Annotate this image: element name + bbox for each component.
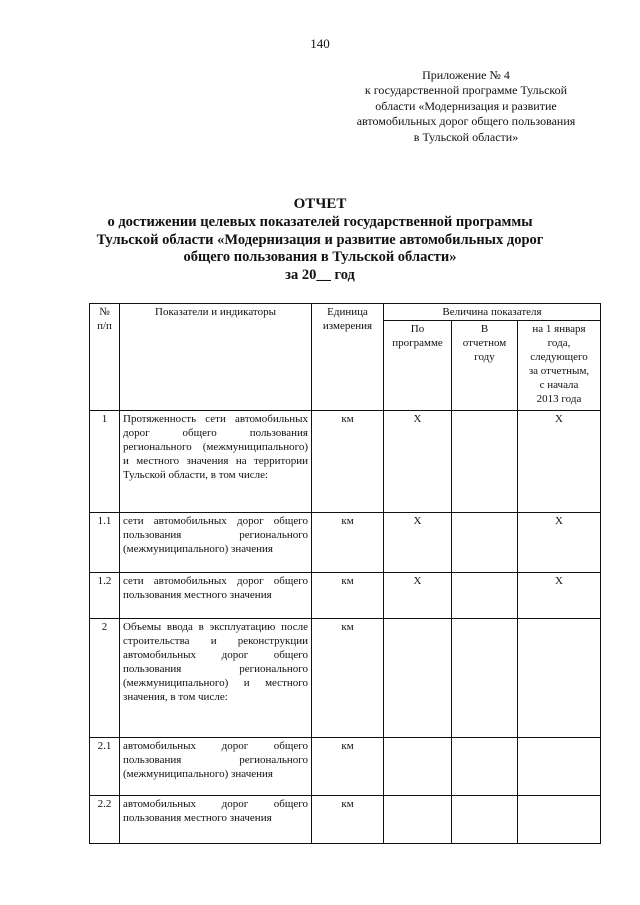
report-title <box>60 196 580 284</box>
row-number: 2 <box>90 619 120 738</box>
annex-heading <box>344 68 588 145</box>
table-row <box>90 513 601 573</box>
header-unit-line: Единица <box>327 306 368 318</box>
header-as-of-january-line: за отчетным, <box>528 365 590 377</box>
header-as-of-january <box>518 321 601 411</box>
report-title-line: Тульской области «Модернизация и развитие автомобильных дорог <box>96 231 544 248</box>
row-number: 1.1 <box>90 513 120 573</box>
row-as-of-january: X <box>518 513 601 573</box>
header-by-program-line: По <box>410 323 425 335</box>
header-number-line: № <box>99 306 110 318</box>
row-by-program: X <box>384 573 452 619</box>
page-number: 140 <box>310 36 330 51</box>
row-reporting-year <box>452 619 518 738</box>
row-reporting-year <box>452 513 518 573</box>
row-as-of-january <box>518 738 601 796</box>
row-as-of-january <box>518 619 601 738</box>
header-as-of-january-line: с начала <box>539 379 579 391</box>
header-by-program <box>384 321 452 411</box>
header-number <box>90 304 120 411</box>
row-indicator: Объемы ввода в эксплуатацию после строительства и реконструкции автомобильных дорог общего пользования регионального (межмуниципального) и местного значения, в том числе: <box>120 619 312 738</box>
row-number: 1.2 <box>90 573 120 619</box>
row-indicator: автомобильных дорог общего пользования регионального (межмуниципального) значения <box>120 738 312 796</box>
row-reporting-year <box>452 573 518 619</box>
header-reporting-year <box>452 321 518 411</box>
row-by-program <box>384 619 452 738</box>
report-title-line: о достижении целевых показателей государственной программы <box>107 214 533 231</box>
row-number: 1 <box>90 411 120 513</box>
annex-line: к государственной программе Тульской <box>364 83 568 98</box>
report-table <box>89 303 601 844</box>
report-title-line: общего пользования в Тульской области» <box>183 249 457 266</box>
header-as-of-january-line: 2013 года <box>536 393 582 405</box>
row-number: 2.1 <box>90 738 120 796</box>
header-number-line: п/п <box>97 320 112 332</box>
row-indicator: автомобильных дорог общего пользования местного значения <box>120 796 312 844</box>
row-indicator: сети автомобильных дорог общего пользования регионального (межмуниципального) значения <box>120 513 312 573</box>
row-reporting-year <box>452 411 518 513</box>
table-row <box>90 411 601 513</box>
table-row <box>90 738 601 796</box>
row-as-of-january: X <box>518 573 601 619</box>
report-title-period: за 20__ год <box>285 266 355 283</box>
row-by-program <box>384 738 452 796</box>
row-indicator: сети автомобильных дорог общего пользования местного значения <box>120 573 312 619</box>
header-unit-line: измерения <box>322 320 373 332</box>
annex-line: области «Модернизация и развитие <box>375 98 557 113</box>
header-reporting-year-line: В <box>480 323 489 335</box>
row-indicator: Протяженность сети автомобильных дорог общего пользования регионального (межмуниципального) и местного значения на территории Тульской области, в том числе: <box>120 411 312 513</box>
header-reporting-year-line: отчетном <box>462 337 507 349</box>
row-by-program <box>384 796 452 844</box>
row-unit: км <box>312 796 384 844</box>
row-unit: км <box>312 411 384 513</box>
header-by-program-line: программе <box>392 337 443 349</box>
annex-line: в Тульской области» <box>413 129 519 144</box>
header-as-of-january-line: следующего <box>530 351 588 363</box>
header-indicator: Показатели и индикаторы <box>120 304 312 411</box>
row-by-program: X <box>384 513 452 573</box>
row-unit: км <box>312 738 384 796</box>
row-reporting-year <box>452 738 518 796</box>
annex-line: автомобильных дорог общего пользования <box>356 114 576 129</box>
row-unit: км <box>312 573 384 619</box>
header-value-group: Величина показателя <box>384 304 601 321</box>
annex-line: Приложение № 4 <box>422 68 510 82</box>
table-row <box>90 619 601 738</box>
header-as-of-january-line: года, <box>547 337 571 349</box>
row-by-program: X <box>384 411 452 513</box>
table-row <box>90 573 601 619</box>
row-number: 2.2 <box>90 796 120 844</box>
row-as-of-january <box>518 796 601 844</box>
report-title-main: ОТЧЕТ <box>293 196 347 212</box>
header-unit <box>312 304 384 411</box>
header-reporting-year-line: году <box>474 351 495 363</box>
table-row <box>90 796 601 844</box>
header-as-of-january-line: на 1 января <box>532 323 586 335</box>
row-unit: км <box>312 619 384 738</box>
row-as-of-january: X <box>518 411 601 513</box>
row-reporting-year <box>452 796 518 844</box>
row-unit: км <box>312 513 384 573</box>
